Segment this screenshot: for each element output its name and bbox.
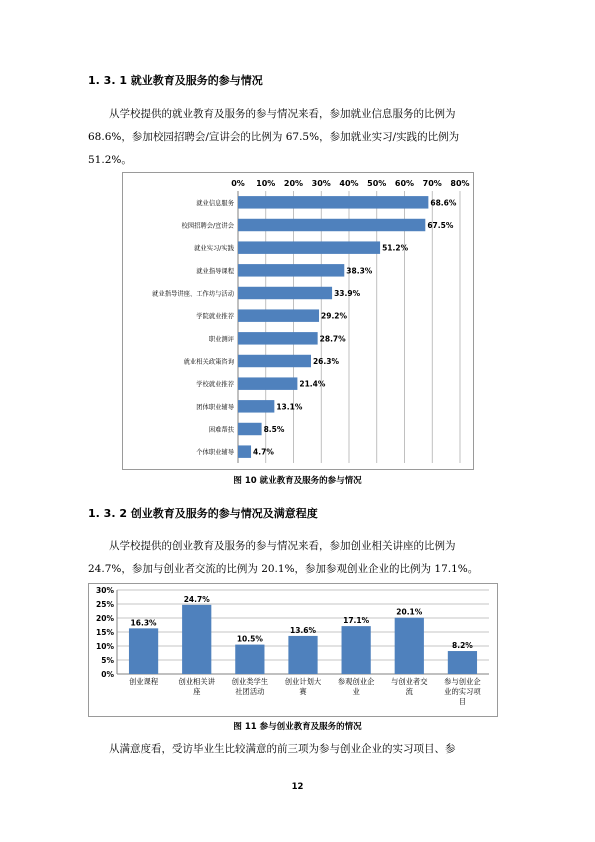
paragraph-line: 51.2%。 xyxy=(88,154,132,166)
y-tick-label: 15% xyxy=(96,628,114,637)
category-label: 校园招聘会/宣讲会 xyxy=(181,222,234,230)
trailing-paragraph xyxy=(88,738,508,761)
data-label: 26.3% xyxy=(312,357,340,366)
bar xyxy=(238,287,332,299)
bar xyxy=(395,618,424,674)
bar xyxy=(342,626,371,674)
y-tick-label: 25% xyxy=(96,600,114,609)
section-heading-1-3-1: 1. 3. 1 就业教育及服务的参与情况 xyxy=(88,74,263,87)
category-label: 参观创业企 xyxy=(337,677,375,686)
bar xyxy=(238,196,428,208)
data-label: 33.9% xyxy=(334,289,361,298)
paragraph-line: 68.6%，参加校园招聘会/宣讲会的比例为 67.5%，参加就业实习/实践的比例为 xyxy=(88,131,460,143)
data-label: 8.5% xyxy=(263,425,285,434)
data-label: 10.5% xyxy=(236,634,263,644)
category-label: 创业类学生 xyxy=(231,677,269,686)
category-label: 职业测评 xyxy=(208,335,234,343)
bar xyxy=(129,628,158,674)
bar xyxy=(238,400,274,412)
category-label: 困难帮扶 xyxy=(208,426,234,434)
page-number: 12 xyxy=(291,782,304,792)
y-tick-label: 0% xyxy=(101,670,114,679)
category-label: 业的实习项 xyxy=(444,687,481,696)
category-label: 创业计划大 xyxy=(284,677,322,686)
bar xyxy=(238,241,380,253)
section-heading-1-3-2: 1. 3. 2 创业教育及服务的参与情况及满意程度 xyxy=(88,507,318,520)
figure-11-chart xyxy=(88,583,498,717)
x-tick-label: 80% xyxy=(450,179,470,188)
data-label: 8.2% xyxy=(452,641,473,651)
data-label: 17.1% xyxy=(343,616,370,626)
paragraph-line: 24.7%，参加与创业者交流的比例为 20.1%，参加参观创业企业的比例为 17.1%。 xyxy=(88,563,479,575)
data-label: 51.2% xyxy=(382,243,409,253)
category-label: 学院就业推荐 xyxy=(196,313,234,321)
bar xyxy=(288,636,317,674)
data-label: 13.6% xyxy=(289,625,317,635)
data-label: 4.7% xyxy=(253,447,274,457)
bar xyxy=(238,355,311,367)
bar xyxy=(238,219,425,231)
section-1-paragraph xyxy=(88,103,508,172)
figure-10-chart xyxy=(122,172,474,470)
figure-10-caption: 图 10 就业教育及服务的参与情况 xyxy=(233,476,362,486)
data-label: 68.6% xyxy=(430,198,457,208)
category-label: 创业课程 xyxy=(128,677,159,686)
data-label: 24.7% xyxy=(183,594,210,604)
data-label: 21.4% xyxy=(299,379,326,389)
data-label: 38.3% xyxy=(346,266,373,276)
bar xyxy=(235,645,264,674)
category-label: 团体职业辅导 xyxy=(196,403,234,411)
x-tick-label: 10% xyxy=(256,179,276,188)
bar xyxy=(182,605,211,674)
category-label: 参与创业企 xyxy=(444,677,481,686)
category-label: 就业实习/实践 xyxy=(194,245,234,253)
bar xyxy=(238,332,318,344)
bar xyxy=(448,651,477,674)
y-tick-label: 10% xyxy=(96,642,114,651)
category-label: 创业相关讲 xyxy=(178,677,215,686)
category-label: 学校就业推荐 xyxy=(196,381,234,389)
paragraph-line-text: 从学校提供的就业教育及服务的参与情况来看，参加就业信息服务的比例为 xyxy=(109,108,456,120)
paragraph-line-text: 从学校提供的创业教育及服务的参与情况来看，参加创业相关讲座的比例为 xyxy=(109,540,456,552)
horizontal-bar-chart xyxy=(123,173,473,469)
x-tick-label: 20% xyxy=(283,179,304,188)
x-tick-label: 0% xyxy=(231,179,245,188)
category-label: 就业信息服务 xyxy=(196,199,234,207)
data-label: 13.1% xyxy=(276,402,303,412)
bar xyxy=(238,377,297,389)
category-label: 与创业者交 xyxy=(391,677,428,686)
x-tick-label: 30% xyxy=(311,179,331,188)
category-label: 座 xyxy=(193,687,201,696)
paragraph-line xyxy=(88,103,508,126)
bar xyxy=(238,423,262,435)
section-2-paragraph xyxy=(88,535,508,581)
y-tick-label: 30% xyxy=(96,586,114,595)
category-label: 赛 xyxy=(299,687,307,696)
x-tick-label: 40% xyxy=(339,179,359,188)
x-tick-label: 70% xyxy=(422,179,442,188)
category-label: 流 xyxy=(405,687,413,696)
data-label: 16.3% xyxy=(130,618,157,628)
category-label: 业 xyxy=(352,687,360,696)
category-label: 目 xyxy=(458,697,467,706)
data-label: 67.5% xyxy=(427,221,454,230)
y-tick-label: 20% xyxy=(96,614,114,623)
category-label: 社团活动 xyxy=(235,687,265,696)
bar xyxy=(238,309,319,321)
category-label: 就业相关政策咨询 xyxy=(183,358,234,366)
paragraph-line-text: 从满意度看，受访毕业生比较满意的前三项为参与创业企业的实习项目、参 xyxy=(109,743,456,755)
vertical-bar-chart xyxy=(89,584,497,716)
data-label: 28.7% xyxy=(319,334,346,344)
paragraph-line xyxy=(88,738,508,761)
category-label: 就业指导课程 xyxy=(196,267,234,275)
category-label: 就业指导讲座、工作坊与活动 xyxy=(152,290,234,298)
bar xyxy=(238,445,251,457)
figure-11-caption: 图 11 参与创业教育及服务的情况 xyxy=(233,722,362,732)
x-tick-label: 50% xyxy=(367,179,387,188)
data-label: 29.2% xyxy=(321,311,348,321)
paragraph-line xyxy=(88,535,508,558)
bar xyxy=(238,264,344,276)
x-tick-label: 60% xyxy=(394,179,415,188)
category-label: 个体职业辅导 xyxy=(196,449,234,457)
y-tick-label: 5% xyxy=(101,656,114,665)
data-label: 20.1% xyxy=(396,607,423,617)
